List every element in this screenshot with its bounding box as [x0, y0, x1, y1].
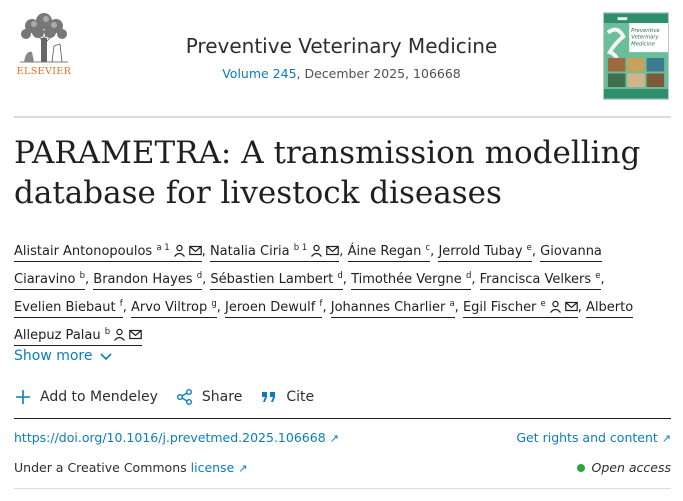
author-name: Francisca Velkers — [479, 272, 592, 287]
quote-icon — [260, 388, 278, 406]
author-link[interactable] — [225, 300, 322, 318]
author-affiliation-sup: a 1 — [156, 243, 170, 253]
author-name: Natalia Ciria — [209, 244, 290, 259]
author-name: Brandon Hayes — [93, 272, 193, 287]
article-actions — [14, 388, 332, 406]
actions-divider — [14, 418, 671, 419]
share-icon — [176, 388, 194, 406]
doi-text: https://doi.org/10.1016/j.prevetmed.2025.106668 — [14, 430, 326, 445]
author-name: Giovanna Ciaravino — [14, 244, 602, 287]
show-more-label: Show more — [14, 348, 93, 364]
plus-icon — [14, 388, 32, 406]
doi-link[interactable] — [14, 430, 339, 445]
author-link[interactable] — [14, 244, 202, 262]
footer-divider — [14, 488, 671, 489]
author-affiliation-sup: a — [449, 299, 455, 309]
author-link[interactable] — [131, 300, 217, 318]
author-link[interactable] — [351, 272, 471, 290]
author-name: Egil Fischer — [462, 300, 537, 315]
external-link-icon: ↗ — [238, 462, 248, 475]
show-more-button[interactable] — [14, 348, 113, 364]
author-name: Evelien Biebaut — [14, 300, 116, 315]
author-name: Jerrold Tubay — [438, 244, 523, 259]
cover-title-line-3: Medicine — [631, 41, 655, 48]
author-affiliation-sup: g — [211, 299, 217, 309]
author-affiliation-sup: c — [425, 243, 431, 253]
open-access-badge — [577, 460, 671, 475]
author-affiliation-sup: f — [119, 299, 123, 309]
author-link[interactable] — [331, 300, 455, 318]
author-affiliation-sup: b — [79, 271, 86, 281]
author-link[interactable] — [210, 272, 342, 290]
cover-art-icon — [604, 13, 668, 99]
author-link[interactable] — [93, 272, 202, 290]
author-name: Alistair Antonopoulos — [14, 244, 153, 259]
author-list: Alistair Antonopoulos $^{a 1}$ , Natalia Ciria $^{b 1}$ , Áine Regan $^c$, Jerrold Tubay $^e$, Giovanna Ciaravino $^b$, Brandon Hayes $^d$, Sébastien Lambert $^d$, Timothée Vergne $^d$, Francisca Velkers $^e$, Evelien Biebaut $^f$, Arvo Viltrop $^g$, Jeroen Dewulf $^f$, Johannes Charlier $^a$, Egil Fischer $^e$ , Alberto Allepuz Palau $^b$ — [14, 236, 654, 348]
open-access-label: Open access — [591, 460, 671, 475]
author-name: Sébastien Lambert — [210, 272, 334, 287]
volume-link[interactable]: Volume 245 — [222, 66, 297, 81]
share-button[interactable] — [176, 388, 242, 406]
author-affiliation-sup: e — [595, 271, 601, 281]
author-name: Arvo Viltrop — [131, 300, 208, 315]
author-name: Timothée Vergne — [351, 272, 462, 287]
author-affiliation-sup: b 1 — [293, 243, 308, 253]
envelope-icon — [565, 300, 578, 313]
add-to-mendeley-label: Add to Mendeley — [40, 389, 158, 405]
article-header — [0, 0, 683, 112]
author-affiliation-sup: e — [540, 299, 546, 309]
cover-title-line-1: Preventive — [631, 27, 660, 34]
chevron-down-icon — [99, 349, 113, 363]
issue-info — [0, 66, 683, 81]
license-link[interactable] — [191, 460, 248, 475]
envelope-icon — [189, 244, 202, 257]
author-link[interactable] — [438, 244, 531, 262]
license-line — [14, 460, 247, 475]
author-name: Jeroen Dewulf — [225, 300, 316, 315]
elsevier-wordmark: ELSEVIER — [16, 66, 72, 77]
rights-text: Get rights and content — [516, 430, 658, 445]
author-affiliation-sup: e — [526, 243, 532, 253]
person-icon — [113, 328, 126, 341]
author-name: Áine Regan — [347, 244, 422, 259]
external-link-icon: ↗ — [329, 432, 339, 445]
header-divider — [14, 116, 671, 118]
journal-cover-image[interactable] — [603, 12, 669, 100]
license-prefix: Under a Creative Commons — [14, 460, 187, 475]
author-affiliation-sup: d — [337, 271, 343, 281]
person-icon — [549, 300, 562, 313]
share-label: Share — [201, 389, 243, 405]
journal-name[interactable]: Preventive Veterinary Medicine — [185, 34, 498, 58]
author-link[interactable] — [348, 244, 431, 262]
author-link[interactable] — [14, 300, 123, 318]
rights-link[interactable] — [516, 430, 671, 445]
author-link[interactable] — [480, 272, 601, 290]
author-link[interactable] — [463, 300, 578, 318]
person-icon — [310, 244, 323, 257]
license-link-text: license — [190, 460, 235, 475]
person-icon — [173, 244, 186, 257]
cover-title-line-2: Veterinary — [631, 34, 659, 41]
cite-label: Cite — [286, 389, 315, 405]
cite-button[interactable] — [260, 388, 314, 406]
open-access-dot-icon — [577, 464, 585, 472]
author-affiliation-sup: b — [104, 327, 111, 337]
envelope-icon — [129, 328, 142, 341]
issue-details: , December 2025, 106668 — [296, 66, 461, 81]
author-affiliation-sup: d — [465, 271, 472, 281]
article-title: PARAMETRA: A transmission modelling database for livestock diseases — [14, 135, 641, 211]
external-link-icon: ↗ — [661, 432, 671, 445]
author-affiliation-sup: f — [319, 299, 323, 309]
author-name: Johannes Charlier — [330, 300, 446, 315]
author-name: Alberto Allepuz Palau — [14, 300, 634, 343]
author-affiliation-sup: d — [196, 271, 203, 281]
add-to-mendeley-button[interactable] — [14, 388, 158, 406]
envelope-icon — [326, 244, 339, 257]
author-link[interactable] — [210, 244, 339, 262]
